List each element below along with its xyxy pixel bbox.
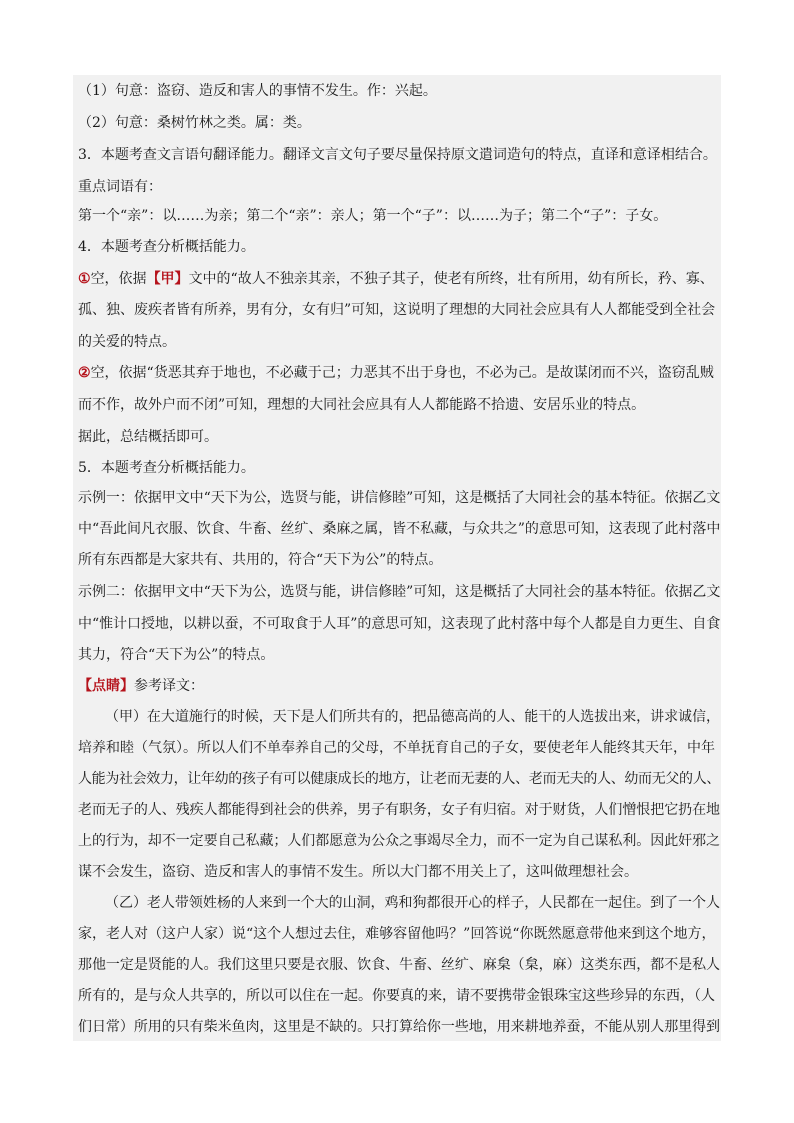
text-line: 4．本题考查分析概括能力。 [78,239,255,255]
text-line: 老而无子的人、残疾人都能得到社会的供养，男子有职务，女子有归宿。对于财货，人们憎恨把它扔在地 [78,802,721,818]
text-line: 所有的，是与众人共享的，所以可以住在一起。你要真的来，请不要携带金银珠宝这些珍异的东西，（人 [78,988,715,1004]
text-line: 据此，总结概括即可。 [78,429,218,445]
text-line: 人能为社会效力，让年幼的孩子有可以健康成长的地方，让老而无妻的人、老而无夫的人、幼而无父的人、 [78,771,721,787]
text-line: （乙）老人带领姓杨的人来到一个大的山洞，鸡和狗都很开心的样子，人民都在一起住。到了一个人 [105,895,720,911]
text-line: 中“吾此间凡衣服、饮食、牛畜、丝纩、桑麻之属，皆不私藏，与众共之”的意思可知，这表现了此村落中 [78,521,721,537]
text-line: 示例二：依据甲文中“天下为公，选贤与能，讲信修睦”可知，这是概括了大同社会的基本特征。依据乙文 [78,584,721,600]
text-line: 而不作，故外户而不闭”可知，理想的大同社会应具有人人都能路不拾遗、安居乐业的特点。 [78,397,646,413]
text-line: 们日常）所用的只有柴米鱼肉，这里是不缺的。只打算给你一些地，用来耕地养蚕，不能从别人那里得到 [78,1019,721,1035]
text-line: 上的行为，却不一定要自己私藏；人们都愿意为公众之事竭尽全力，而不一定为自己谋私利。因此奸邪之 [78,833,721,849]
tag-jia: 【甲】 [146,271,189,287]
text-line: 家，老人对（这户人家）说“这个人想过去住，难够容留他吗？”回答说“你既然愿意带他来到这个地方， [78,926,716,942]
text-line: （甲）在大道施行的时候，天下是人们所共有的，把品德高尚的人、能干的人选拔出来，讲求诚信， [105,709,720,725]
text-line: 所有东西都是大家共有、共用的，符合“天下为公”的特点。 [78,552,443,568]
text-line: ②空，依据“货恶其弃于地也，不必藏于己；力恶其不出于身也，不必为己。是故谋闭而不兴，盗窃乱贼 [78,365,714,381]
text-line: 5．本题考查分析概括能力。 [78,460,255,476]
circled-number-1: ① [78,271,91,287]
text-line: 重点词语有： [78,179,162,195]
text-line: ①空，依据【甲】文中的“故人不独亲其亲，不独子其子，使老有所终，壮有所用，幼有所长，矜、寡、 [78,271,714,287]
text-line: 谋不会发生，盗窃、造反和害人的事情不发生。所以大门都不用关上了，这叫做理想社会。 [78,864,638,880]
text-line: （1）句意：盗窃、造反和害人的事情不发生。作：兴起。 [78,83,437,99]
circled-number-2: ② [78,365,91,381]
text-line: 第一个“亲”：以……为亲；第二个“亲”：亲人；第一个“子”：以……为子；第二个“子”：子女。 [78,208,668,224]
text-line: 的关爱的特点。 [78,334,176,350]
text-line: 中“惟计口授地，以耕以蚕，不可取食于人耳”的意思可知，这表现了此村落中每个人都是自力更生、自食 [78,616,721,632]
text-line: （2）句意：桑树竹林之类。属：类。 [78,115,311,131]
text-line: 那他一定是贤能的人。我们这里只要是衣服、饮食、牛畜、丝纩、麻枲（枲，麻）这类东西，都不是私人 [78,957,721,973]
tag-dianjing: 【点睛】 [78,678,134,694]
text-line: 其力，符合“天下为公”的特点。 [78,647,275,663]
text-line: 示例一：依据甲文中“天下为公，选贤与能，讲信修睦”可知，这是概括了大同社会的基本特征。依据乙文 [78,490,721,506]
text-line: 培养和睦（气氛）。所以人们不单奉养自己的父母，不单抚育自己的子女，要使老年人能终其天年，中年 [78,740,715,756]
text-line: 3．本题考查文言语句翻译能力。翻译文言文句子要尽量保持原文遣词造句的特点，直译和意译相结合。 [78,147,717,163]
text-line: 【点睛】参考译文： [78,678,204,694]
text-line: 孤、独、废疾者皆有所养，男有分，女有归”可知，这说明了理想的大同社会应具有人人都能受到全社会 [78,302,716,318]
